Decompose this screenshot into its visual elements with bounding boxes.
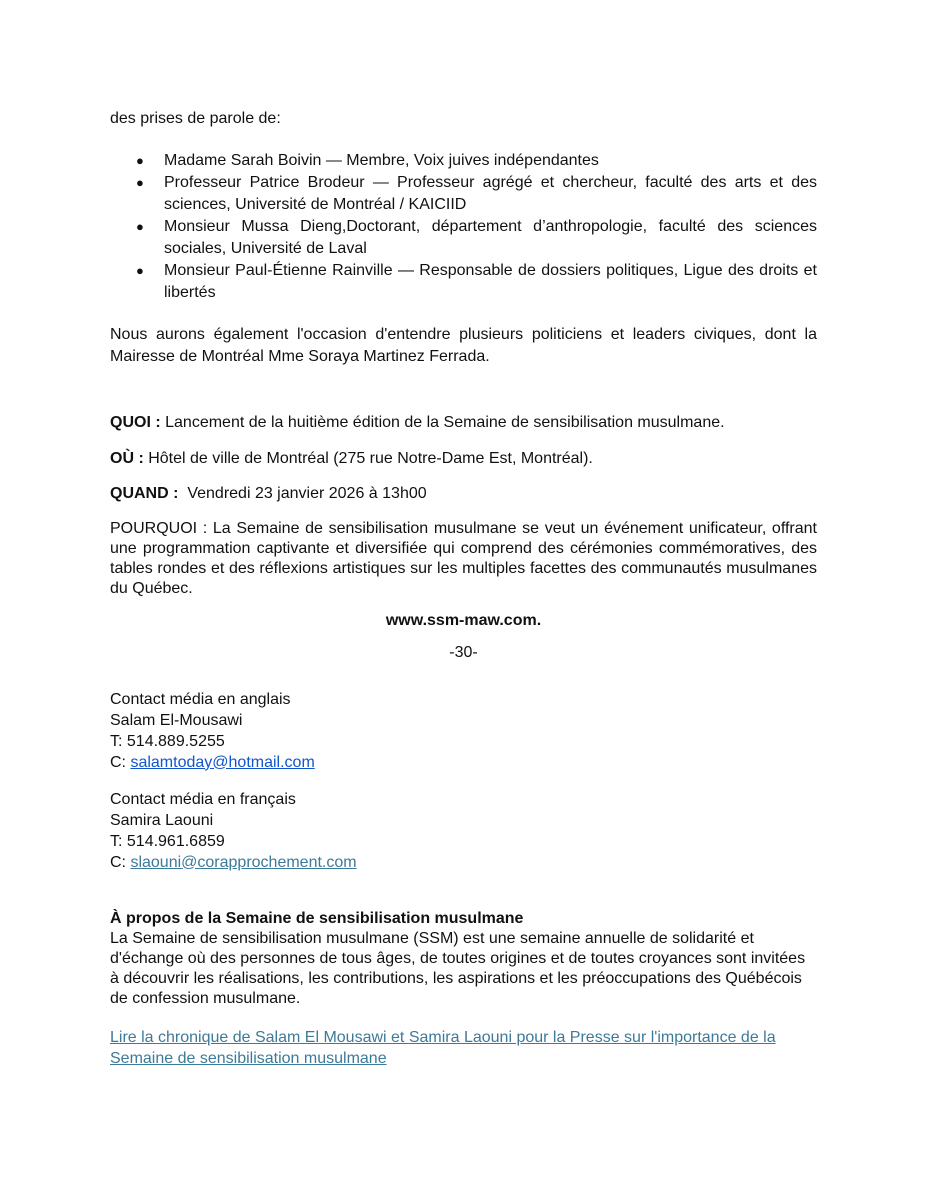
contact-title: Contact média en français [110, 790, 296, 808]
contact-phone: T: 514.889.5255 [110, 732, 225, 750]
list-item [110, 150, 817, 172]
website-line: www.ssm-maw.com. [385, 611, 542, 629]
ou-text: Hôtel de ville de Montréal (275 rue Notre-Dame Est, Montréal). [143, 449, 593, 467]
about-heading: À propos de la Semaine de sensibilisation musulmane [110, 909, 524, 927]
quoi-line [110, 412, 817, 434]
bullet-icon: ● [136, 219, 144, 234]
email-link[interactable]: slaouni@corapprochement.com [130, 853, 357, 871]
contact-phone: T: 514.961.6859 [110, 832, 225, 850]
end-mark: -30- [449, 644, 478, 661]
chronique-link[interactable]: Lire la chronique de Salam El Mousawi et Samira Laouni pour la Presse sur l'importance de la Semaine de sensibilisation musulmane [110, 1028, 776, 1067]
contact-email-line [110, 752, 817, 773]
document-page [110, 108, 817, 1069]
contact-name: Samira Laouni [110, 811, 214, 829]
bullet-icon: ● [136, 152, 144, 168]
quand-line [110, 483, 817, 505]
quand-label: QUAND : [110, 485, 179, 502]
speaker-text: Monsieur Paul-Étienne Rainville — Responsable de dossiers politiques, Ligue des droits et libertés [164, 262, 817, 301]
contact-english [110, 689, 817, 773]
quand-text: Vendredi 23 janvier 2026 à 13h00 [178, 485, 427, 502]
speaker-text: Monsieur Mussa Dieng,Doctorant, département d’anthropologie, faculté des sciences sociales, Université de Laval [164, 218, 817, 257]
politicians-paragraph: Nous aurons également l'occasion d'entendre plusieurs politiciens et leaders civiques, dont la Mairesse de Montréal Mme Soraya Martinez Ferrada. [110, 326, 817, 365]
speaker-text: Madame Sarah Boivin — Membre, Voix juives indépendantes [164, 151, 599, 169]
chronique-paragraph [110, 1027, 817, 1069]
about-section [110, 909, 817, 1009]
contact-email-line [110, 852, 817, 873]
quoi-text: Lancement de la huitième édition de la Semaine de sensibilisation musulmane. [160, 414, 725, 431]
quoi-label: QUOI : [110, 414, 161, 431]
speaker-list [110, 150, 817, 304]
list-item [110, 260, 817, 303]
speaker-text: Professeur Patrice Brodeur — Professeur agrégé et chercheur, faculté des arts et des sciences, Université de Montréal / KAICIID [164, 174, 817, 213]
contact-french [110, 789, 817, 873]
contact-name: Salam El-Mousawi [110, 711, 243, 729]
about-body: La Semaine de sensibilisation musulmane (SSM) est une semaine annuelle de solidarité et d'échange où des personnes de tous âges, de toutes origines et de toutes croyances sont invitées à découvrir les réalisations, les contributions, les aspirations et les préoccupations des Québécois de confession musulmane. [110, 929, 806, 1007]
intro-line: des prises de parole de: [110, 110, 281, 127]
email-prefix: C: [110, 753, 131, 771]
ou-label: OÙ : [110, 449, 144, 467]
bullet-icon: ● [136, 263, 144, 278]
pourquoi-paragraph: POURQUOI : La Semaine de sensibilisation musulmane se veut un événement unificateur, offrant une programmation captivante et diversifiée qui comprend des cérémonies commémoratives, des tables rondes et des réflexions artistiques sur les multiples facettes des communautés musulmanes du Québec. [110, 519, 817, 597]
list-item [110, 172, 817, 215]
ou-line [110, 448, 817, 470]
contact-title: Contact média en anglais [110, 690, 291, 708]
list-item [110, 216, 817, 259]
email-link[interactable]: salamtoday@hotmail.com [130, 753, 315, 771]
email-prefix: C: [110, 853, 131, 871]
bullet-icon: ● [136, 175, 144, 190]
